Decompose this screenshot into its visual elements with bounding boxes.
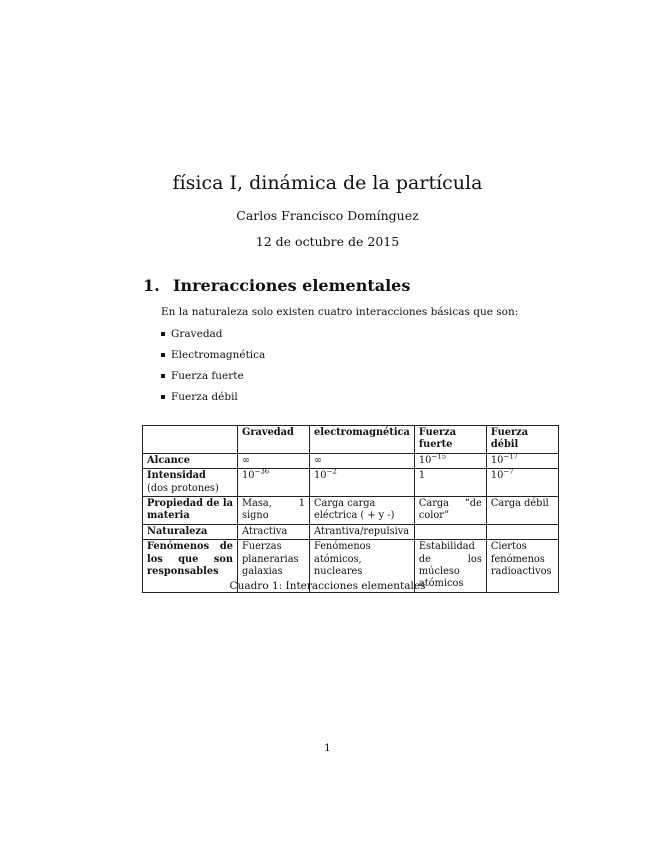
table-row xyxy=(143,497,559,525)
bullet-square-icon xyxy=(161,395,165,399)
bullet-square-icon xyxy=(161,332,165,336)
table-cell: Fenómenos atómicos, nucleares xyxy=(310,540,415,593)
table-cell: $10^{-7}$ xyxy=(486,469,558,497)
interaction-list xyxy=(161,327,265,411)
table-row xyxy=(143,453,559,468)
table-cell: $10^{-15}$ xyxy=(414,453,486,468)
page-number: 1 xyxy=(324,742,331,754)
table-header-cell: Gravedad xyxy=(238,426,310,454)
table-header-cell: Fuerza fuerte xyxy=(414,426,486,454)
table-cell xyxy=(414,524,486,539)
table-cell: Carga “de color” xyxy=(414,497,486,525)
row-label: Intensidad (dos protones) xyxy=(143,469,238,497)
row-label: Alcance xyxy=(143,453,238,468)
table-cell: $10^{-2}$ xyxy=(310,469,415,497)
table-cell: Fuerzas planerarias galaxias xyxy=(238,540,310,593)
document-date: 12 de octubre de 2015 xyxy=(255,234,400,249)
section-title: Inreracciones elementales xyxy=(173,276,411,295)
table-cell: ∞ xyxy=(238,453,310,468)
table-cell xyxy=(486,524,558,539)
table-header-cell: Fuerza débil xyxy=(486,426,558,454)
list-item: Fuerza débil xyxy=(161,390,265,411)
bullet-square-icon xyxy=(161,374,165,378)
table-header-row xyxy=(143,426,559,454)
document-title: física I, dinámica de la partícula xyxy=(172,172,483,194)
list-item: Fuerza fuerte xyxy=(161,369,265,390)
list-item: Gravedad xyxy=(161,327,265,348)
table-cell: Atrantiva/repulsiva xyxy=(310,524,415,539)
section-number: 1. xyxy=(143,276,160,295)
table-cell: 1 xyxy=(414,469,486,497)
row-sublabel: (dos protones) xyxy=(147,482,219,494)
table-caption: Cuadro 1: Interacciones elementales xyxy=(229,580,426,592)
table-cell: Masa, 1 signo xyxy=(238,497,310,525)
row-label: Naturaleza xyxy=(143,524,238,539)
interactions-table xyxy=(142,425,559,593)
document-author: Carlos Francisco Domínguez xyxy=(236,208,419,223)
row-label: Fenómenos de los que son responsables xyxy=(143,540,238,593)
table-header-cell xyxy=(143,426,238,454)
table-cell: Atractiva xyxy=(238,524,310,539)
table-cell: Carga carga eléctrica ( + y -) xyxy=(310,497,415,525)
table-header-cell: electromagnética xyxy=(310,426,415,454)
table-cell: Carga débil xyxy=(486,497,558,525)
table-cell: Estabilidad de los múcleso atómicos xyxy=(414,540,486,593)
list-item: Electromagnética xyxy=(161,348,265,369)
table-row xyxy=(143,524,559,539)
table-row xyxy=(143,469,559,497)
section-intro: En la naturaleza solo existen cuatro interacciones básicas que son: xyxy=(161,306,519,318)
section-heading xyxy=(143,276,410,295)
bullet-square-icon xyxy=(161,353,165,357)
table-cell: $10^{-36}$ xyxy=(238,469,310,497)
row-label: Propiedad de la materia xyxy=(143,497,238,525)
table-cell: $10^{-17}$ xyxy=(486,453,558,468)
table-cell: Ciertos fenómenos radioactivos xyxy=(486,540,558,593)
table-cell: ∞ xyxy=(310,453,415,468)
